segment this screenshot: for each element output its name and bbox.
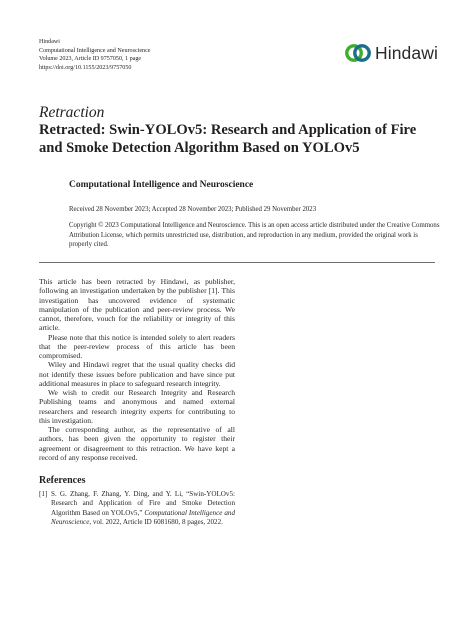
body-paragraph-1: This article has been retracted by Hindawi, as publisher, following an investigation undertaken by the publisher [1]. This investigation has uncovered evidence of systematic manipulation of the publication and peer-review process. We cannot, therefore, vouch for the reliability or integrity of this article. [39, 277, 235, 333]
retraction-body [39, 277, 235, 462]
reference-details: , vol. 2022, Article ID 6081680, 8 pages, 2022. [89, 517, 223, 526]
journal-line: Computational Intelligence and Neuroscience [39, 47, 151, 54]
body-paragraph-2: Please note that this notice is intended solely to alert readers that the peer-review process of this article has been compromised. [39, 332, 235, 360]
article-title: Retracted: Swin-YOLOv5: Research and Application of Fire and Smoke Detection Algorithm Based on YOLOv5 [39, 122, 417, 156]
article-dates: Received 28 November 2023; Accepted 28 November 2023; Published 29 November 2023 [69, 206, 317, 213]
reference-number: [1] [39, 490, 48, 498]
body-paragraph-4: We wish to credit our Research Integrity and Research Publishing teams and anonymous and named external researchers and research integrity experts for contributing to this investigation. [39, 388, 235, 425]
reference-journal: Computational Intelligence and Neuroscience [51, 508, 235, 526]
body-paragraph-3: Wiley and Hindawi regret that the usual quality checks did not identify these issues before publication and have since put additional measures in place to safeguard research integrity. [39, 360, 235, 388]
volume-line: Volume 2023, Article ID 9757050, 1 page [39, 56, 142, 62]
section-divider [39, 262, 435, 263]
hindawi-logo-text: Hindawi [375, 42, 438, 63]
article-type: Retraction [39, 104, 105, 121]
doi-link[interactable]: https://doi.org/10.1155/2023/9757050 [39, 64, 132, 71]
body-paragraph-5: The corresponding author, as the representative of all authors, has been given the opportunity to register their agreement or disagreement to this retraction. We have kept a record of any response received. [39, 425, 235, 462]
copyright-notice: Copyright © 2023 Computational Intelligence and Neuroscience. This is an open access article distributed under the Creative Commons Attribution License, which permits unrestricted use, distribution, and reproduction in any medium, provided the original work is properly cited. [69, 222, 440, 249]
publisher-line: Hindawi [39, 39, 60, 45]
reference-item [39, 490, 235, 527]
journal-name: Computational Intelligence and Neuroscience [69, 180, 254, 190]
reference-text: S. G. Zhang, F. Zhang, Y. Ding, and Y. Li, “Swin-YOLOv5: Research and Application of Fire and Smoke Detection Algorithm Based on YOLOv5,” [51, 490, 235, 517]
article-header-meta [39, 38, 151, 72]
references-heading: References [39, 475, 86, 486]
hindawi-logo [344, 39, 444, 67]
hindawi-logo-icon [344, 39, 372, 67]
